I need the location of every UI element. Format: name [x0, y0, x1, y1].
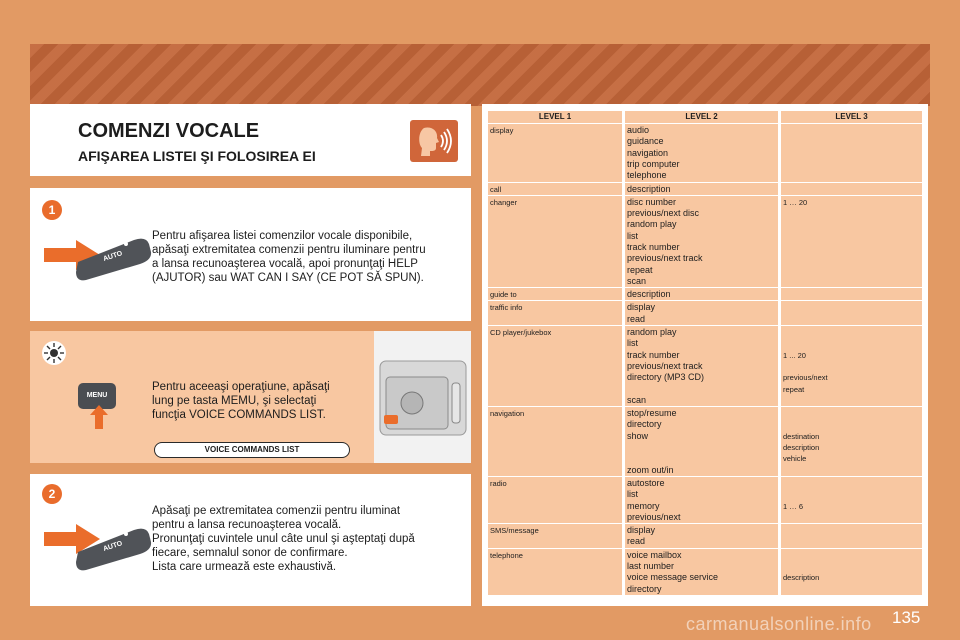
cell-line: random play [627, 327, 677, 338]
cell-line: previous/next [627, 511, 681, 522]
text-line: apăsaţi extremitatea comenzii pentru iluminare pentru [152, 244, 426, 256]
step-2-panel [30, 474, 471, 606]
level-1-cell [488, 196, 622, 287]
cell-line: list [627, 489, 638, 500]
cell-line: guide to [490, 290, 517, 300]
level-3-cell [778, 477, 922, 523]
cell-line: call [490, 184, 502, 194]
step-badge: 2 [42, 484, 62, 504]
column-header-level-1: LEVEL 1 [488, 111, 622, 123]
cell-line: 1 … 6 [783, 501, 804, 511]
menu-key-icon: MENU [78, 383, 116, 409]
cell-line [783, 361, 920, 372]
text-line: pentru a lansa recunoaşterea vocală. [152, 519, 342, 531]
level-3-cell [778, 183, 922, 195]
cell-line: previous/next track [627, 253, 703, 264]
text-line: Apăsaţi pe extremitatea comenzii pentru iluminat [152, 505, 401, 517]
level-2-cell [622, 301, 778, 325]
text-line: fiecare, semnalul sonor de confirmare. [152, 547, 348, 559]
text-line: Pronunţaţi cuvintele unul câte unul şi aşteptaţi după [152, 533, 415, 545]
level-2-cell [622, 196, 778, 287]
cell-line: display [627, 525, 656, 536]
cell-line: scan [627, 275, 647, 286]
cell-line: autostore [627, 477, 665, 488]
cell-line: telephone [627, 170, 667, 181]
cell-line: display [490, 126, 514, 135]
table-row [488, 524, 922, 548]
dashboard-panel-illustration [374, 331, 471, 463]
level-2-cell [622, 326, 778, 406]
cell-line [783, 338, 920, 349]
cell-line [783, 489, 920, 500]
chevron-header-band [30, 44, 930, 106]
step-1-panel [30, 188, 471, 321]
cell-line: telephone [490, 550, 523, 560]
cell-line: SMS/message [490, 526, 539, 536]
level-1-cell [488, 288, 622, 300]
level-2-cell [622, 407, 778, 476]
cell-line: navigation [627, 147, 669, 158]
level-1-cell [488, 549, 622, 595]
table-row [488, 288, 922, 300]
level-3-cell [778, 301, 922, 325]
table-header-row [488, 111, 922, 123]
cell-line: description [627, 183, 671, 194]
watermark: carmanualsonline.info [686, 614, 872, 634]
level-3-cell [778, 549, 922, 595]
level-1-cell [488, 124, 622, 182]
text-line: lung pe tasta MEMU, şi selectaţi [152, 395, 317, 407]
cell-line: read [627, 313, 646, 324]
cell-line: display [627, 302, 656, 313]
cell-line [783, 550, 920, 561]
up-arrow-icon [90, 405, 108, 429]
cell-line [783, 408, 920, 419]
auto-label: AUTO [102, 250, 124, 263]
cell-line: trip computer [627, 158, 680, 169]
text-line: Pentru aceeaşi operaţiune, apăsaţi [152, 381, 330, 393]
level-1-cell [488, 524, 622, 548]
cell-line: repeat [783, 384, 805, 394]
cell-line: track number [627, 241, 680, 252]
level-2-cell [622, 183, 778, 195]
text-line: (AJUTOR) sau WAT CAN I SAY (CE POT SĂ SPUN). [152, 272, 424, 284]
cell-line: stop/resume [627, 408, 677, 419]
level-2-cell [622, 477, 778, 523]
cell-line: 1 … 20 [783, 197, 808, 207]
cell-line: description [783, 573, 820, 583]
cell-line: last number [627, 561, 675, 572]
level-2-cell [622, 549, 778, 595]
table-row [488, 196, 922, 287]
cell-line: traffic info [490, 303, 523, 313]
cell-line: changer [490, 197, 518, 207]
table-row [488, 183, 922, 195]
cell-line: description [627, 289, 671, 300]
title-panel [30, 104, 471, 176]
level-3-cell [778, 124, 922, 182]
level-2-cell [622, 124, 778, 182]
cell-line [783, 561, 920, 572]
cell-line: list [627, 230, 638, 241]
light-stalk-icon [74, 512, 154, 574]
cell-line: zoom out/in [627, 464, 674, 475]
cell-line [783, 327, 920, 338]
cell-line: previous/next track [627, 360, 703, 371]
page-number: 135 [892, 608, 921, 627]
cell-line: previous/next disc [627, 208, 700, 219]
cell-line: guidance [627, 136, 664, 147]
text-line: Pentru afişarea listei comenzilor vocale disponibile, [152, 230, 413, 242]
voice-commands-table-panel [482, 104, 928, 606]
auto-label: AUTO [102, 540, 124, 553]
cell-line: random play [627, 219, 677, 230]
cell-line [783, 419, 920, 430]
cell-line: previous/next [783, 373, 828, 383]
cell-line: voice message service [627, 572, 719, 583]
cell-line: 1 ... 20 [783, 350, 806, 360]
lamp-icon [42, 341, 66, 365]
level-3-cell [778, 288, 922, 300]
text-line: funcţia VOICE COMMANDS LIST. [152, 409, 326, 421]
cell-line [627, 453, 776, 464]
table-row [488, 477, 922, 523]
cell-line: audio [627, 125, 650, 135]
step-badge: 1 [42, 200, 62, 220]
level-1-cell [488, 407, 622, 476]
menu-panel [30, 331, 471, 463]
page-subtitle: AFIŞAREA LISTEI ŞI FOLOSIREA EI [78, 148, 316, 164]
cell-line: destination [783, 431, 820, 441]
cell-line: directory (MP3 CD) [627, 372, 705, 383]
table-row [488, 549, 922, 595]
cell-line: track number [627, 349, 680, 360]
cell-line: repeat [627, 264, 653, 275]
cell-line: navigation [490, 409, 525, 419]
table-row [488, 407, 922, 476]
table-row [488, 124, 922, 182]
cell-line: list [627, 338, 638, 349]
cell-line [627, 384, 776, 395]
level-2-cell [622, 524, 778, 548]
level-1-cell [488, 301, 622, 325]
table-row [488, 326, 922, 406]
cell-line: disc number [627, 196, 677, 207]
speaking-head-icon [410, 120, 458, 162]
page-title: COMENZI VOCALE [78, 120, 260, 142]
column-header-level-3: LEVEL 3 [778, 111, 922, 123]
cell-line: vehicle [783, 454, 807, 464]
level-3-cell [778, 326, 922, 406]
cell-line: scan [627, 394, 647, 405]
column-header-level-2: LEVEL 2 [622, 111, 778, 123]
step-2-text [152, 504, 462, 574]
cell-line [783, 478, 920, 489]
cell-line [627, 442, 776, 453]
level-3-cell [778, 196, 922, 287]
cell-line: radio [490, 478, 507, 488]
cell-line: voice mailbox [627, 549, 682, 560]
voice-commands-list-label: VOICE COMMANDS LIST [154, 442, 350, 458]
menu-text [152, 380, 372, 422]
cell-line: CD player/jukebox [490, 328, 552, 338]
cell-line: read [627, 536, 646, 547]
text-line: a lansa recunoaşterea vocală, apoi pronunţaţi HELP [152, 258, 418, 270]
cell-line: memory [627, 500, 660, 511]
level-3-cell [778, 407, 922, 476]
light-stalk-icon [74, 222, 154, 284]
cell-line: directory [627, 583, 662, 594]
table-row [488, 301, 922, 325]
step-1-text [152, 229, 462, 285]
level-1-cell [488, 326, 622, 406]
level-1-cell [488, 183, 622, 195]
cell-line: description [783, 443, 820, 453]
level-3-cell [778, 524, 922, 548]
text-line: Lista care urmează este exhaustivă. [152, 561, 337, 573]
level-2-cell [622, 288, 778, 300]
level-1-cell [488, 477, 622, 523]
cell-line: directory [627, 419, 662, 430]
voice-commands-table [488, 110, 922, 596]
cell-line: show [627, 430, 649, 441]
